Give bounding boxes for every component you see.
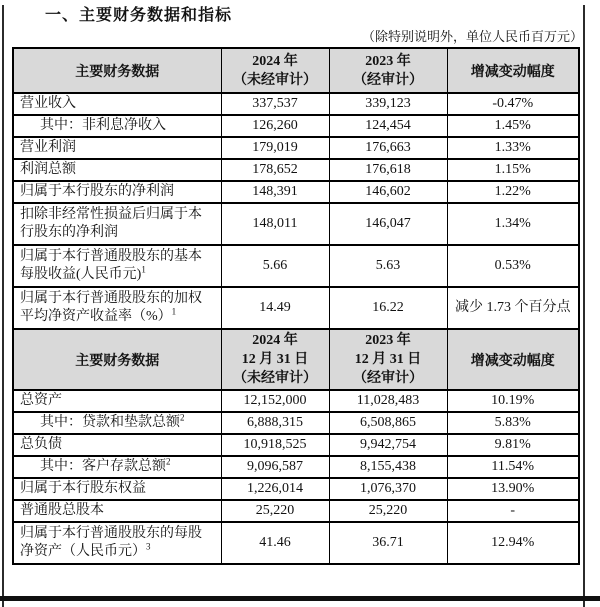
table-row (13, 245, 579, 287)
page-title: 一、主要财务数据和指标 (45, 7, 233, 24)
table-row (13, 500, 579, 522)
header-2023-date: 12 月 31 日 (354, 352, 422, 367)
header-change-column: 增减变动幅度 (447, 329, 579, 390)
row-label: 其中：客户存款总额$^2$ (13, 456, 221, 478)
table-row (13, 390, 579, 412)
row-label: 扣除非经常性损益后归属于本行股东的净利润 (13, 203, 221, 245)
header-2024-column (221, 329, 329, 390)
change-value: 0.53% (447, 245, 579, 287)
table-row (13, 159, 579, 181)
value-2024: 337,537 (221, 93, 329, 115)
value-2024: 126,260 (221, 115, 329, 137)
footnote-marker: 1 (141, 264, 146, 275)
table-row (13, 115, 579, 137)
row-label: 利润总额 (13, 159, 221, 181)
table-row (13, 478, 579, 500)
value-2023: 176,618 (329, 159, 447, 181)
table2-header-row (13, 329, 579, 390)
row-label: 总负债 (13, 434, 221, 456)
table-row (13, 287, 579, 329)
value-2024: 1,226,014 (221, 478, 329, 500)
change-value: - (447, 500, 579, 522)
value-2023: 146,602 (329, 181, 447, 203)
value-2024: 14.49 (221, 287, 329, 329)
table1-header-row (13, 48, 579, 93)
header-2024-year: 2024 年 (252, 333, 298, 348)
row-label: 营业利润 (13, 137, 221, 159)
row-label: 普通股总股本 (13, 500, 221, 522)
row-label: 其中：贷款和垫款总额$^2$ (13, 412, 221, 434)
row-label: 归属于本行普通股股东的加权平均净资产收益率（%）$^1$ (13, 287, 221, 329)
header-2024-year: 2024 年 (252, 53, 298, 69)
value-2023: 11,028,483 (329, 390, 447, 412)
change-value: 10.19% (447, 390, 579, 412)
value-2024: 179,019 (221, 137, 329, 159)
page-right-border (583, 5, 585, 607)
value-2024: 10,918,525 (221, 434, 329, 456)
value-2024: 9,096,587 (221, 456, 329, 478)
header-2024-date: 12 月 31 日 (241, 352, 309, 367)
header-2023-year: 2023 年 (365, 333, 411, 348)
change-value: 11.54% (447, 456, 579, 478)
header-2023-audit-status: （经审计） (353, 371, 423, 386)
header-change-column: 增减变动幅度 (447, 48, 579, 93)
change-value: 5.83% (447, 412, 579, 434)
value-2023: 8,155,438 (329, 456, 447, 478)
row-label: 总资产 (13, 390, 221, 412)
table-row (13, 181, 579, 203)
change-value: 1.15% (447, 159, 579, 181)
value-2024: 178,652 (221, 159, 329, 181)
change-value: 1.45% (447, 115, 579, 137)
table-row (13, 137, 579, 159)
financial-table (12, 47, 580, 565)
header-2024-audit-status: （未经审计） (233, 72, 317, 88)
value-2023: 124,454 (329, 115, 447, 137)
header-2023-year: 2023 年 (365, 53, 411, 69)
footnote-marker: 3 (146, 541, 151, 552)
row-label: 其中：非利息净收入 (13, 115, 221, 137)
header-metric-label: 主要财务数据 (13, 48, 221, 93)
change-value: 1.22% (447, 181, 579, 203)
change-value: -0.47% (447, 93, 579, 115)
value-2024: 5.66 (221, 245, 329, 287)
row-label: 归属于本行普通股股东的每股净资产（人民币元）$^3$ (13, 522, 221, 564)
table-row (13, 434, 579, 456)
change-value: 13.90% (447, 478, 579, 500)
footnote-marker: 2 (180, 412, 185, 423)
value-2023: 36.71 (329, 522, 447, 564)
page-left-border (2, 5, 4, 607)
change-value: 1.33% (447, 137, 579, 159)
value-2024: 25,220 (221, 500, 329, 522)
page-bottom-border (0, 596, 600, 601)
value-2024: 148,011 (221, 203, 329, 245)
change-value: 9.81% (447, 434, 579, 456)
header-2024-audit-status: （未经审计） (233, 371, 317, 386)
footnote-marker: 2 (166, 456, 171, 467)
table-row (13, 522, 579, 564)
row-label: 归属于本行股东的净利润 (13, 181, 221, 203)
value-2023: 5.63 (329, 245, 447, 287)
value-2024: 148,391 (221, 181, 329, 203)
unit-note: （除特别说明外，单位人民币百万元） (361, 29, 583, 44)
value-2024: 6,888,315 (221, 412, 329, 434)
value-2023: 146,047 (329, 203, 447, 245)
change-value: 减少 1.73 个百分点 (447, 287, 579, 329)
row-label: 营业收入 (13, 93, 221, 115)
value-2023: 339,123 (329, 93, 447, 115)
value-2023: 6,508,865 (329, 412, 447, 434)
row-label: 归属于本行普通股股东的基本每股收益(人民币元)$^1$ (13, 245, 221, 287)
value-2023: 176,663 (329, 137, 447, 159)
table-row (13, 203, 579, 245)
value-2023: 9,942,754 (329, 434, 447, 456)
table-row (13, 456, 579, 478)
table-row (13, 93, 579, 115)
value-2023: 25,220 (329, 500, 447, 522)
row-label: 归属于本行股东权益 (13, 478, 221, 500)
header-metric-label: 主要财务数据 (13, 329, 221, 390)
header-2023-audit-status: （经审计） (353, 72, 423, 88)
change-value: 1.34% (447, 203, 579, 245)
header-2024-column (221, 48, 329, 93)
value-2024: 12,152,000 (221, 390, 329, 412)
value-2023: 16.22 (329, 287, 447, 329)
footnote-marker: 1 (171, 306, 177, 317)
value-2024: 41.46 (221, 522, 329, 564)
table-row (13, 412, 579, 434)
header-2023-column (329, 329, 447, 390)
change-value: 12.94% (447, 522, 579, 564)
header-2023-column (329, 48, 447, 93)
value-2023: 1,076,370 (329, 478, 447, 500)
